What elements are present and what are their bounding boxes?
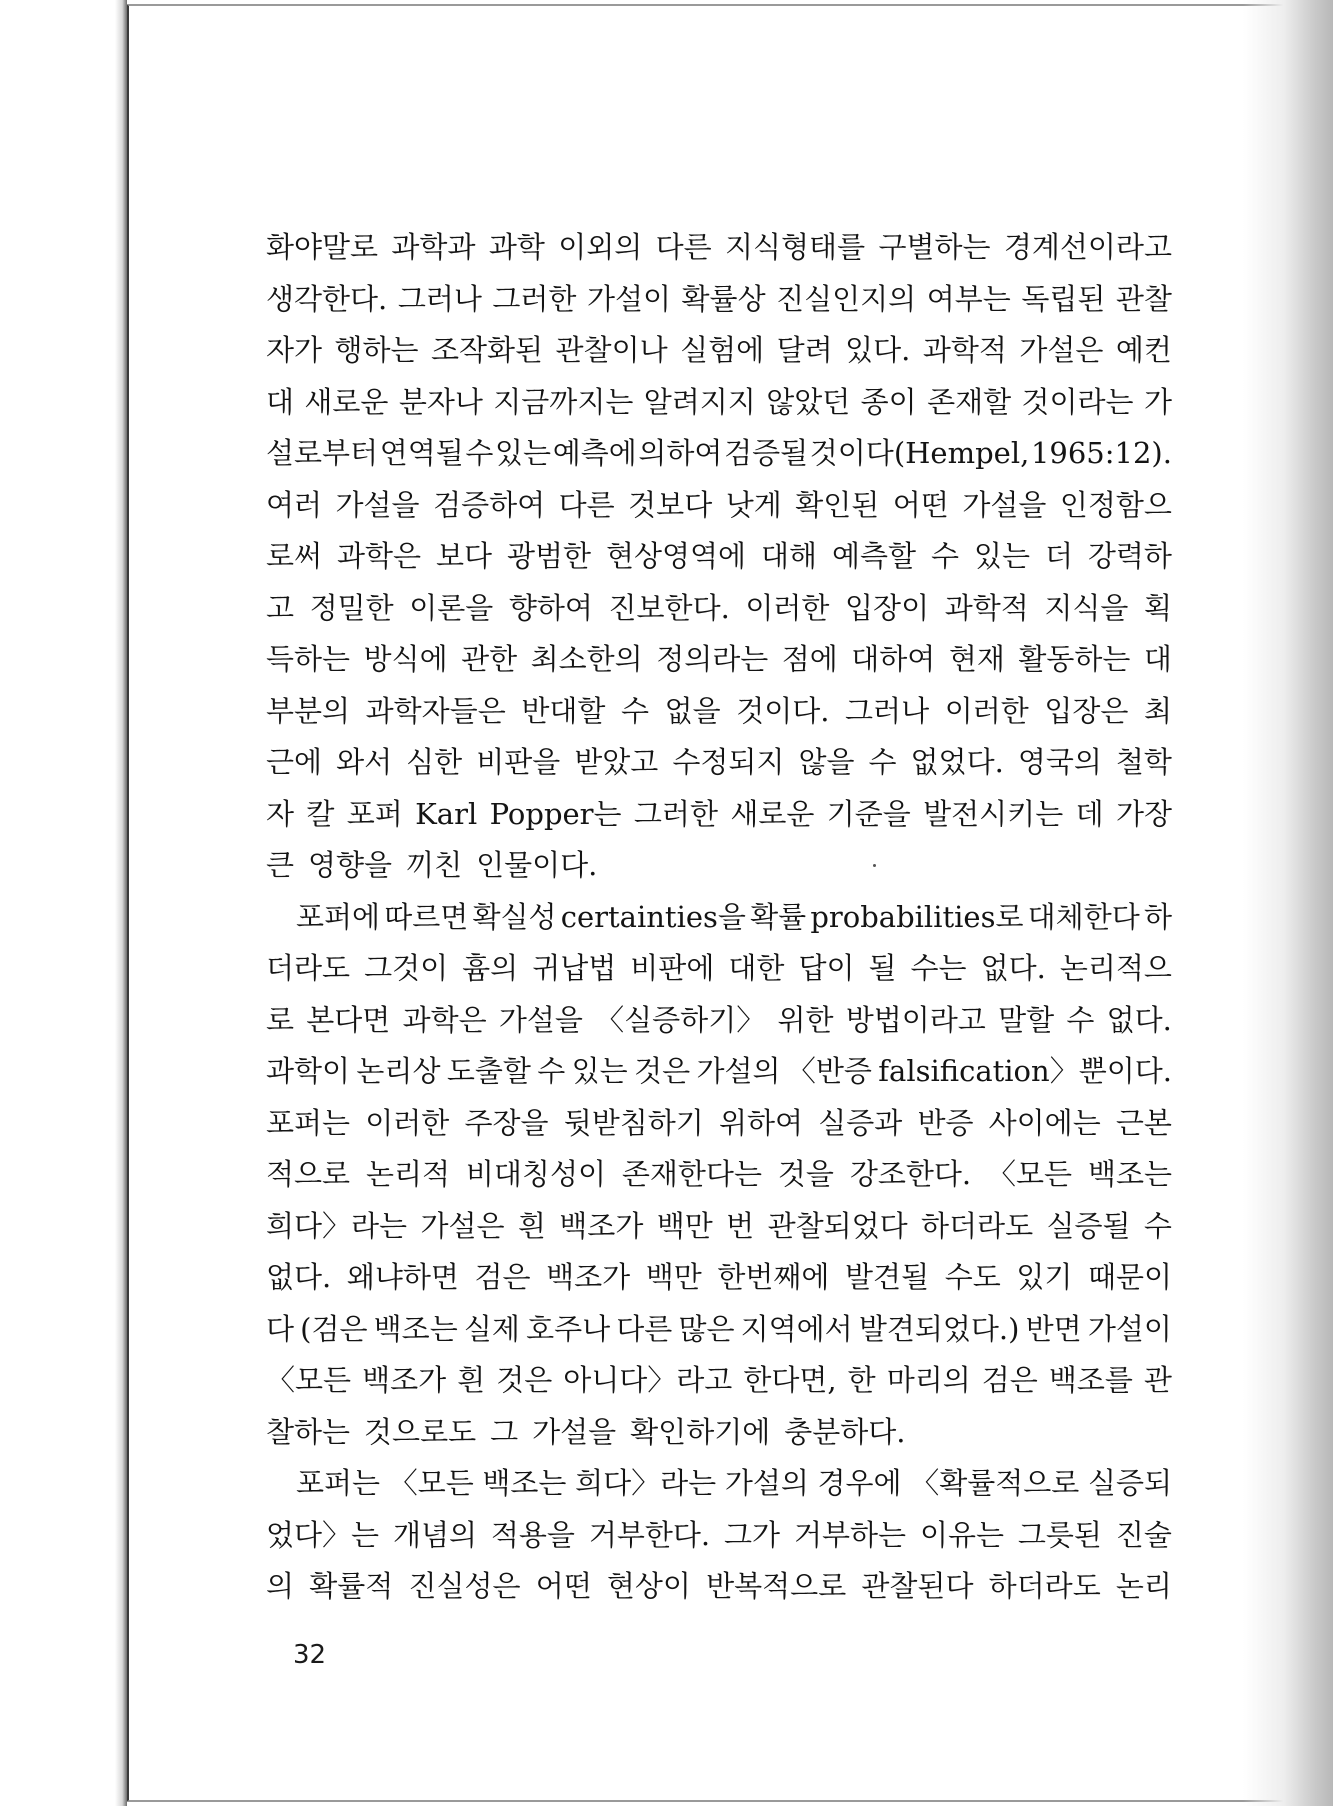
text-word: 기준을 <box>826 796 911 831</box>
text-word: 근본 <box>1115 1105 1172 1140</box>
text-word: 현상영역에 <box>605 539 747 573</box>
text-word: 적용을 <box>490 1517 575 1552</box>
text-line <box>266 737 1172 789</box>
text-word: 찰하는 <box>266 1414 351 1449</box>
text-word: 끼친 <box>406 848 463 882</box>
text-line <box>266 789 1172 841</box>
text-word: 득하는 <box>266 642 351 676</box>
text-word: 호주나 <box>526 1311 611 1346</box>
text-line <box>266 1201 1172 1253</box>
text-word: 수는 <box>910 951 967 985</box>
text-word: 더라도 <box>266 951 351 985</box>
text-line <box>266 1046 1172 1098</box>
text-word: 이외의 <box>558 230 643 264</box>
text-word: 로써 <box>266 539 323 573</box>
text-word: 철학 <box>1115 745 1172 779</box>
text-word: 생각한다. <box>266 281 388 316</box>
text-word: 강조한다. <box>849 1157 972 1191</box>
text-word: 관 <box>1143 1363 1172 1397</box>
text-word: 인정함으 <box>1059 487 1172 522</box>
text-word: 최소한의 <box>530 642 643 676</box>
text-word: 백조가 <box>559 1208 644 1243</box>
text-word: 경우에 <box>817 1466 902 1500</box>
text-word: 데 <box>1075 796 1104 831</box>
text-word: 대하여 <box>851 642 936 676</box>
text-word: 로 <box>266 1002 295 1037</box>
text-word: 과학자들은 <box>365 693 506 728</box>
text-word: 더 <box>1044 539 1073 573</box>
text-word: 조작화된 <box>431 333 544 367</box>
text-word: 광범한 <box>506 539 592 573</box>
text-word: 한 <box>847 1363 876 1397</box>
text-line <box>266 892 1172 944</box>
text-word: 비판을 <box>476 745 561 779</box>
text-word: 가설의 <box>696 1054 781 1088</box>
text-word: 존재할 <box>927 384 1012 419</box>
text-word: 다른 <box>558 487 615 522</box>
text-word: 이러한 <box>944 693 1029 728</box>
text-word: 관찰되었다 <box>767 1208 908 1243</box>
text-word: 것을 <box>777 1157 834 1191</box>
text-word: 이러한 <box>365 1105 450 1140</box>
text-word: 대체한다 <box>1027 899 1140 934</box>
text-word: 많은 <box>678 1311 735 1346</box>
text-word: 마리의 <box>886 1363 971 1397</box>
text-word: 다른 <box>655 230 712 264</box>
text-word: 있는 <box>571 1054 628 1088</box>
text-word: 〈모든 <box>266 1363 352 1397</box>
text-word: 의하여 <box>638 436 723 470</box>
text-line <box>266 1149 1172 1201</box>
text-word: 한다면, <box>743 1363 837 1397</box>
text-word: 반복적으로 <box>706 1569 847 1603</box>
text-line <box>266 840 1172 892</box>
text-word: 수 <box>1066 1002 1095 1037</box>
text-line <box>266 1098 1172 1150</box>
text-line <box>266 480 1172 532</box>
text-line <box>266 531 1172 583</box>
text-word: 위한 <box>777 1002 834 1037</box>
text-word: 영향을 <box>308 848 393 882</box>
text-word: 부분의 <box>266 693 351 728</box>
text-word: 지금까지는 <box>493 384 634 419</box>
text-word: 백조는 <box>373 1311 458 1346</box>
text-word: 가 <box>1143 384 1172 419</box>
text-word: 다 <box>266 1311 295 1346</box>
text-word: 백조가 <box>546 1260 631 1294</box>
text-word: 충분하다. <box>784 1414 906 1449</box>
text-word: 가설은 <box>1019 333 1104 367</box>
text-word: 여부는 <box>926 281 1011 316</box>
text-word: 개념의 <box>392 1517 477 1552</box>
text-word: 심한 <box>406 745 463 779</box>
text-line <box>266 1407 1172 1459</box>
text-word: 그러나 <box>397 281 482 316</box>
text-word: 것으로도 <box>364 1414 477 1449</box>
text-word: 흰 <box>517 1208 546 1243</box>
text-word: 존재한다는 <box>621 1157 762 1191</box>
text-line <box>266 1252 1172 1304</box>
text-word: 가설이 <box>1087 1311 1172 1346</box>
text-word: 포퍼에 <box>296 899 381 934</box>
text-word: 받았고 <box>574 745 659 779</box>
text-word: 것이다. <box>736 693 830 728</box>
text-word: 발견될 <box>845 1260 930 1294</box>
text-word: 백만 <box>645 1260 702 1294</box>
text-word: 것이다(Hempel, <box>809 436 1030 470</box>
text-word: 것이라는 <box>1021 384 1134 419</box>
text-line <box>266 995 1172 1047</box>
text-word: 그 <box>490 1414 519 1449</box>
text-word: 분자나 <box>398 384 483 419</box>
text-word: 발전시키는 <box>923 796 1064 831</box>
text-word: (검은 <box>300 1311 368 1346</box>
text-word: 반면 <box>1025 1311 1082 1346</box>
text-word: 비판에 <box>630 951 715 985</box>
text-word: 정의라는 <box>656 642 769 676</box>
text-word: 흰 <box>457 1363 486 1397</box>
text-word: 도출할 <box>446 1054 531 1088</box>
text-word: 〈실증하기〉 <box>595 1002 766 1037</box>
text-word: 관찰 <box>1115 281 1172 316</box>
text-word: 다른 <box>616 1311 673 1346</box>
text-word: 연역될 <box>379 436 464 470</box>
text-word: 지식을 <box>1044 590 1129 625</box>
text-word: 그가 <box>724 1517 781 1552</box>
text-word: 왜냐하면 <box>346 1260 459 1294</box>
text-word: 검증될 <box>724 436 809 470</box>
text-word: 과학과 <box>391 230 476 264</box>
text-word: 의 <box>266 1569 295 1603</box>
text-word: 있는 <box>495 436 552 470</box>
text-word: 예컨 <box>1115 333 1172 367</box>
text-line <box>266 428 1172 480</box>
text-word: probabilities로 <box>810 899 1024 934</box>
text-word: 과학 <box>488 230 545 264</box>
text-word: falsification〉뿐이다. <box>878 1054 1172 1088</box>
text-line <box>266 686 1172 738</box>
text-word: 비대칭성이 <box>465 1157 606 1191</box>
text-word: 수 <box>537 1054 566 1088</box>
text-word: 귀납법 <box>532 951 617 985</box>
text-word: 행하는 <box>334 333 419 367</box>
text-word: 따르면 <box>384 899 469 934</box>
text-word: 아니다〉라고 <box>563 1363 733 1397</box>
text-word: 발견되었다.) <box>858 1311 1020 1346</box>
text-line <box>266 634 1172 686</box>
text-word: 확인된 <box>795 487 880 522</box>
text-word: 거부한다. <box>588 1517 711 1552</box>
text-word: 답이 <box>798 951 855 985</box>
text-word: 확률 <box>750 899 807 934</box>
text-word: 확인하기에 <box>630 1414 771 1449</box>
text-word: Karl <box>415 796 478 831</box>
text-word: 수 <box>930 539 959 573</box>
text-word: 수정되지 <box>672 745 785 779</box>
text-word: 강력하 <box>1087 539 1172 573</box>
text-word: 하 <box>1143 899 1172 934</box>
text-word: 백만 <box>656 1208 713 1243</box>
text-word: 것보다 <box>628 487 713 522</box>
text-word: 영국의 <box>1017 745 1102 779</box>
text-word: 고 <box>266 590 295 625</box>
text-word: 논리 <box>1115 1569 1172 1603</box>
text-word: 가설은 <box>420 1208 505 1243</box>
text-word: 관한 <box>461 642 518 676</box>
text-word: 달려 <box>776 333 833 367</box>
text-word: 관찰된다 <box>861 1569 974 1603</box>
text-word: 그러나 <box>845 693 930 728</box>
text-line <box>266 583 1172 635</box>
text-line <box>266 1304 1172 1356</box>
text-word: 〈모든 <box>388 1466 474 1500</box>
text-word: 종이 <box>860 384 917 419</box>
text-word: 었다〉는 <box>266 1517 380 1552</box>
text-word: 실증되 <box>1087 1466 1172 1500</box>
text-word: 지역에서 <box>740 1311 853 1346</box>
text-word: 대한 <box>728 951 785 985</box>
text-word: Popper는 <box>489 796 622 831</box>
text-word: 한번째에 <box>717 1260 830 1294</box>
page-binding-edge <box>115 0 127 1806</box>
text-word: 입장은 <box>1044 693 1129 728</box>
text-word: 어떤 <box>535 1569 592 1603</box>
text-word: 뒷받침하기 <box>563 1105 704 1140</box>
text-word: 위하여 <box>718 1105 804 1140</box>
text-word: 검은 <box>474 1260 531 1294</box>
text-word: 와서 <box>336 745 393 779</box>
text-word: 진실성은 <box>408 1569 521 1603</box>
text-word: 그러한 <box>492 281 577 316</box>
text-word: 과학은 <box>336 539 422 573</box>
text-word: 〈모든 <box>987 1157 1073 1191</box>
text-word: 방식에 <box>363 642 448 676</box>
text-word: 확실성 <box>472 899 557 934</box>
text-word: 희다〉라는 <box>266 1208 408 1243</box>
text-word: 백조가 <box>362 1363 447 1397</box>
text-word: 있기 <box>1016 1260 1073 1294</box>
text-word: 것은 <box>496 1363 553 1397</box>
text-word: 수 <box>465 436 494 470</box>
page-right-shadow <box>1243 0 1333 1806</box>
text-word: 없다. <box>266 1260 332 1294</box>
text-word: 활동하는 <box>1018 642 1131 676</box>
text-word: 없다. <box>1106 1002 1172 1037</box>
text-word: 수 <box>868 745 897 779</box>
text-word: 진술 <box>1115 1517 1172 1552</box>
text-word: 칼 <box>306 796 335 831</box>
text-word: 백조는 <box>1087 1157 1172 1191</box>
text-word: 수 <box>620 693 649 728</box>
text-word: 가설을 <box>498 1002 583 1037</box>
text-word: certainties을 <box>560 899 746 934</box>
text-word: 백조는 <box>482 1466 567 1500</box>
text-word: 논리적으 <box>1059 951 1172 985</box>
text-word: 자 <box>266 796 295 831</box>
text-word: 점에 <box>781 642 838 676</box>
text-word: 구별하는 <box>878 230 991 264</box>
text-line <box>266 274 1172 326</box>
text-word: 알려지지 <box>643 384 756 419</box>
text-word: 반증 <box>917 1105 974 1140</box>
text-word: 번 <box>726 1208 755 1243</box>
text-word: 최 <box>1143 693 1172 728</box>
text-word: 것은 <box>634 1054 691 1088</box>
text-word: 그것이 <box>364 951 449 985</box>
text-word: 방법이라고 <box>845 1002 986 1037</box>
text-word: 현재 <box>948 642 1005 676</box>
text-word: 가장 <box>1115 796 1172 831</box>
text-word: 본다면 <box>306 1002 391 1037</box>
text-word: 입장이 <box>845 590 930 625</box>
text-word: 가설을 <box>335 487 420 522</box>
body-text <box>266 222 1172 1613</box>
text-line <box>266 222 1172 274</box>
text-word: 백조를 <box>1048 1363 1133 1397</box>
text-word: 이론을 <box>409 590 494 625</box>
text-word: 흄의 <box>462 951 519 985</box>
page-number: 32 <box>293 1640 327 1670</box>
text-word: 있다. <box>845 333 911 367</box>
text-line <box>266 325 1172 377</box>
text-word: 포퍼는 <box>266 1105 351 1140</box>
text-word: 진실인지의 <box>776 281 917 316</box>
text-word: 근에 <box>266 745 323 779</box>
text-line <box>266 1458 1172 1510</box>
text-word: 대 <box>1143 642 1172 676</box>
text-word: 없었다. <box>910 745 1004 779</box>
text-word: 획 <box>1143 590 1172 625</box>
text-word: 과학은 <box>402 1002 487 1037</box>
text-word: 확률적 <box>309 1569 394 1603</box>
text-word: 실제 <box>463 1311 520 1346</box>
text-word: 확률상 <box>681 281 766 316</box>
text-word: 실증될 <box>1046 1208 1131 1243</box>
text-word: 가설이 <box>586 281 672 316</box>
text-word: 새로운 <box>304 384 389 419</box>
text-word: 화야말로 <box>266 230 379 264</box>
text-word: 검은 <box>981 1363 1038 1397</box>
text-word: 그러한 <box>633 796 718 831</box>
text-word: 말할 <box>998 1002 1055 1037</box>
text-word: 이러한 <box>745 590 830 625</box>
text-word: 현상이 <box>606 1569 691 1603</box>
text-word: 향하여 <box>508 590 593 625</box>
text-word: 〈확률적으로 <box>910 1466 1080 1500</box>
text-word: 될 <box>868 951 897 985</box>
text-word: 사이에는 <box>988 1105 1101 1140</box>
text-word: 때문이 <box>1087 1260 1172 1294</box>
text-word: 정밀한 <box>309 590 394 625</box>
text-word: 않을 <box>798 745 855 779</box>
text-word: 진보한다. <box>608 590 730 625</box>
text-word: 하더라도 <box>921 1208 1034 1243</box>
text-word: 경계선이라고 <box>1003 230 1172 264</box>
text-word: 실증과 <box>818 1105 903 1140</box>
text-word: 자가 <box>266 333 323 367</box>
text-line <box>266 377 1172 429</box>
text-word: 포퍼 <box>346 796 403 831</box>
text-word: 가설을 <box>962 487 1047 522</box>
text-word: 〈반증 <box>786 1054 872 1088</box>
text-word: 여러 <box>266 487 323 522</box>
text-word: 없을 <box>664 693 721 728</box>
text-word: 설로부터 <box>266 436 379 470</box>
text-word: 관찰이나 <box>555 333 668 367</box>
text-word: 검증하여 <box>433 487 546 522</box>
text-word: 그릇된 <box>1017 1517 1102 1552</box>
text-word: 반대할 <box>521 693 606 728</box>
text-line <box>266 1355 1172 1407</box>
text-word: 가설의 <box>724 1466 809 1500</box>
text-line <box>266 1510 1172 1562</box>
text-word: 희다〉라는 <box>575 1466 717 1500</box>
text-word: 수도 <box>944 1260 1001 1294</box>
text-word: 과학적 <box>944 590 1029 625</box>
text-word: 적으로 <box>266 1157 351 1191</box>
text-word: 인물이다. <box>476 848 598 882</box>
text-word: 실험에 <box>680 333 765 367</box>
text-word: 새로운 <box>730 796 815 831</box>
text-word: 포퍼는 <box>296 1466 381 1500</box>
text-word: 독립된 <box>1021 281 1106 316</box>
text-word: 없다. <box>980 951 1046 985</box>
text-line <box>266 1561 1172 1613</box>
text-word: 낫게 <box>725 487 782 522</box>
text-word: 1965:12). <box>1030 436 1172 470</box>
text-word: 거부하는 <box>793 1517 907 1552</box>
text-word: 주장을 <box>464 1105 549 1140</box>
text-word: 논리상 <box>356 1054 441 1088</box>
text-word: 가설을 <box>532 1414 617 1449</box>
text-line <box>266 943 1172 995</box>
text-word: 대해 <box>761 539 818 573</box>
text-word: 지식형태를 <box>725 230 866 264</box>
text-word: 과학적 <box>922 333 1007 367</box>
text-word: 않았던 <box>766 384 851 419</box>
text-word: 예측에 <box>552 436 637 470</box>
text-word: 논리적 <box>365 1157 450 1191</box>
text-word: 수 <box>1143 1208 1172 1243</box>
text-word: 과학이 <box>266 1054 351 1088</box>
text-word: 대 <box>266 384 295 419</box>
text-word: 있는 <box>973 539 1030 573</box>
text-word: 보다 <box>435 539 493 573</box>
text-word: 큰 <box>266 848 295 882</box>
text-word: 이유는 <box>919 1517 1004 1552</box>
text-word: 어떤 <box>892 487 949 522</box>
text-word: 하더라도 <box>988 1569 1101 1603</box>
text-word: 예측할 <box>831 539 917 573</box>
